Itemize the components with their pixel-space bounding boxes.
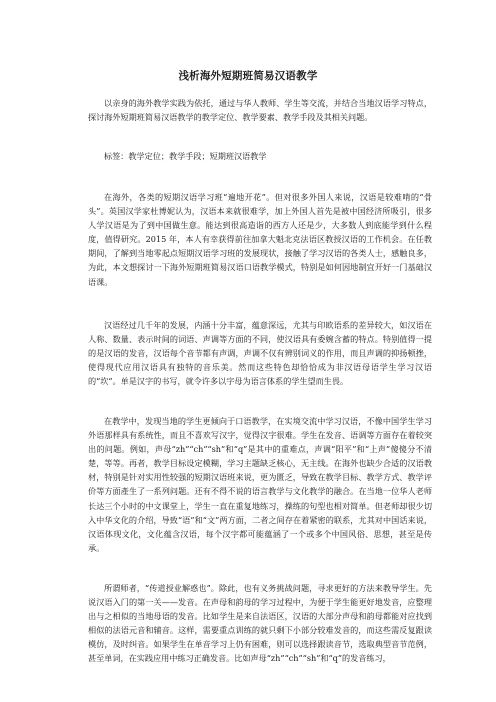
- keywords-line: 标签：教学定位；教学手段；短期班汉语教学: [104, 151, 267, 161]
- body-paragraph-4: 所谓师者，“传道授业解惑也”。除此，也有义务挑战问题，寻求更好的方法来教导学生。先说汉语入门的第一关——发音。在声母和韵母的学习过程中，为便于学生能更好地发音，应整理出与之相似的当地母语的发音。比如学生是来自法语区，汉语的大部分声母和韵母都能对应找到相似的法语元音和辅音。这样，需要重点训练的就只剩下小部分较难发音的，而这些需反复跟读模仿，及时纠音。如果学生在单音学习上仍有困难，则可以选择跟读音节，选取典型音节范例，甚至单词，在实践应用中练习正确发音。比如声母“zh”“ch”“sh”和“q”的发音练习，: [88, 583, 432, 664]
- body-paragraph-1: 在海外，各类的短期汉语学习班“遍地开花”。但对很多外国人来说，汉语是较难啃的“骨头”。英国汉学家杜博妮认为，汉语本来就很难学，加上外国人首先是被中国经济所吸引，很多人学汉语是为了到中国做生意。能达到很高造诣的西方人还是少，大多数人到底能学到什么程度，值得研究。2015 年，本人有幸获得前往加拿大魁北克法语区教授汉语的工作机会。在任教期间，了解到当地零起点短期汉语学习班的发展现状，接触了学习汉语的各类人士，感触良多，为此，本文想探讨一下海外短期班简易汉语口语教学模式，特别是如何因地制宜开好一门基础汉语课。: [88, 192, 432, 287]
- body-paragraph-2: 汉语经过几千年的发展，内涵十分丰富，蕴意深远，尤其与印欧语系的差异较大，如汉语在人称、数量、表示时间的词语、声调等方面的不同，使汉语具有委婉含蓄的特点。特别值得一提的是汉语的发音，汉语每个音节都有声调，声调不仅有辨别词义的作用，而且声调的抑扬顿挫，使得现代应用汉语具有独特的音乐美。然而这些特色却恰恰成为非汉语母语学生学习汉语的“坎”。单是汉字的书写，就令许多以字母为语言体系的学生望而生畏。: [88, 320, 432, 387]
- document-title: 浅析海外短期班简易汉语教学: [178, 70, 318, 82]
- abstract-paragraph: 以亲身的海外教学实践为依托，通过与华人教师、学生等交流，并结合当地汉语学习特点，探讨海外短期班简易汉语教学的教学定位、教学要素、教学手段及其相关问题。: [88, 98, 432, 123]
- body-paragraph-3: 在教学中，发现当地的学生更倾向于口语教学，在实境交流中学习汉语，不像中国学生学习外语那样具有系统性，而且不喜欢写汉字，觉得汉字很难。学生在发音、语调等方面存在着较突出的问题。例如，声母“zh”“ch”“sh”和“q”是其中的重难点，声调“阳平”和“上声”傻傻分不清楚，等等。再者，教学目标设定模糊，学习主题缺乏核心，无主线。在海外也缺少合适的汉语教材，特别是针对实用性较强的短期汉语班来说，更为匮乏，导致在教学目标、教学方式、教学评价等方面產生了一系列问题。还有不得不说的语言教学与文化教学的融合。在当地一位华人老师长达三个小时的中文课堂上，学生一直在重复地练习，操练的句型也相对简单。但老师却很少切入中华文化的介绍，导致“语”和“文”两方面，二者之间存在着紧密的联系，尤其对中国话来说，汉语体现文化，文化蕴含汉语，每个汉字都可能蕴涵了一个或多个中国风俗、思想，甚至是传承。: [88, 416, 432, 553]
